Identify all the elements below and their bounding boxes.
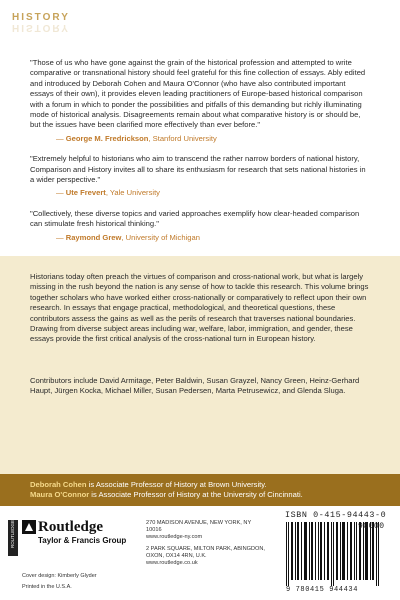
barcode-icon xyxy=(284,522,388,586)
review-attribution xyxy=(30,233,370,243)
review-quote: "Those of us who have gone against the grain of the historical profession and attempted to write comparative or transnational history should feel grateful for this fine collection of essays. Ably edited and introduced by Deborah Cohen and Maura O'Connor (who have also contributed important essays of their own), it provides eleven leading practitioners of Europe-based historical comparison with a forum in which to ponder the possibilities and pitfalls of this demanding but richly illuminating mode of historical analysis. Disagreements remain about what comparative history is or should be, but the issues have been clarified more effectively than ever before." xyxy=(30,58,366,130)
printed-in: Printed in the U.S.A. xyxy=(22,584,72,590)
publisher-side-tab xyxy=(8,520,18,556)
reviewer-institution: , Stanford University xyxy=(148,133,217,143)
publisher-logo-icon xyxy=(22,520,36,534)
author-line xyxy=(30,480,370,490)
author-band xyxy=(0,474,400,506)
category-label-reflection: HISTORY xyxy=(12,22,70,33)
reviewer-name: Raymond Grew xyxy=(65,232,122,242)
attribution-dash: — xyxy=(56,232,66,242)
category-label: HISTORY xyxy=(12,12,70,23)
book-description: Historians today often preach the virtues of comparison and cross-national work, but what is largely missing in the rush beyond the nation is any sense of how to tackle this research. This volume brings together scholars who have worked either cross-nationally or comparatively to reflect upon their own research. In essays that engage practical, methodological, and theoretical questions, these contributors assess the gains as well as the perils of research that traverses national boundaries. Drawing from diverse subject areas including war, welfare, labor, immigration, and gender, these essays provide the first critical analysis of the cross-national turn in European history. xyxy=(30,272,369,344)
address-uk-line: OXON, OX14 4RN, U.K. xyxy=(146,553,207,559)
review xyxy=(30,154,370,199)
reviewer-name: Ute Frevert xyxy=(65,188,106,198)
review-quote: "Collectively, these diverse topics and varied approaches exemplify how clear-headed comparison can stimulate fresh historical thinking." xyxy=(30,208,360,229)
author-line xyxy=(30,490,370,500)
publisher-side-text: ROUTLEDGE xyxy=(10,520,15,549)
address-uk-line: 2 PARK SQUARE, MILTON PARK, ABINGDON, xyxy=(146,546,265,552)
address-us-web: www.routledge-ny.com xyxy=(146,534,203,540)
review xyxy=(30,209,370,243)
isbn: ISBN 0-415-94443-0 xyxy=(285,510,387,520)
header xyxy=(12,12,132,42)
review-attribution xyxy=(30,134,370,144)
attribution-dash: — xyxy=(56,133,66,143)
author-name: Deborah Cohen xyxy=(30,480,87,489)
publisher-addresses xyxy=(146,520,266,567)
author-role: is Associate Professor of History at Brown University. xyxy=(86,480,267,489)
publisher-name: Routledge xyxy=(38,519,103,535)
barcode-number: 9 780415 944434 xyxy=(286,586,359,594)
reviewer-institution: , University of Michigan xyxy=(121,232,200,242)
price-code: 90000 xyxy=(358,522,385,531)
attribution-dash: — xyxy=(56,188,66,198)
author-role: is Associate Professor of History at the University of Cincinnati. xyxy=(89,490,303,500)
review xyxy=(30,58,370,144)
review-quote: "Extremely helpful to historians who aim to transcend the rather narrow borders of national history, Comparison and History invites all to share its enthusiasm for research that sets national histories in a wider perspective." xyxy=(30,154,366,185)
footer xyxy=(0,506,400,600)
author-name: Maura O'Connor xyxy=(30,490,90,500)
contributors-list: Contributors include David Armitage, Peter Baldwin, Susan Grayzel, Nancy Green, Heinz-Gerhard Haupt, Jürgen Kocka, Michael Miller, Susan Pedersen, Marta Petrusewicz, and Glenda Sluga. xyxy=(30,376,360,396)
address-uk-web: www.routledge.co.uk xyxy=(146,560,198,566)
cover-credit: Cover design: Kimberly Glyder xyxy=(22,573,97,579)
publisher-group: Taylor & Francis Group xyxy=(38,536,127,545)
reviewer-institution: , Yale University xyxy=(105,188,160,198)
reviews xyxy=(30,58,370,253)
address-us-line: 270 MADISON AVENUE, NEW YORK, NY 10016 xyxy=(146,520,252,533)
review-attribution xyxy=(30,188,370,198)
reviewer-name: George M. Fredrickson xyxy=(65,133,149,143)
